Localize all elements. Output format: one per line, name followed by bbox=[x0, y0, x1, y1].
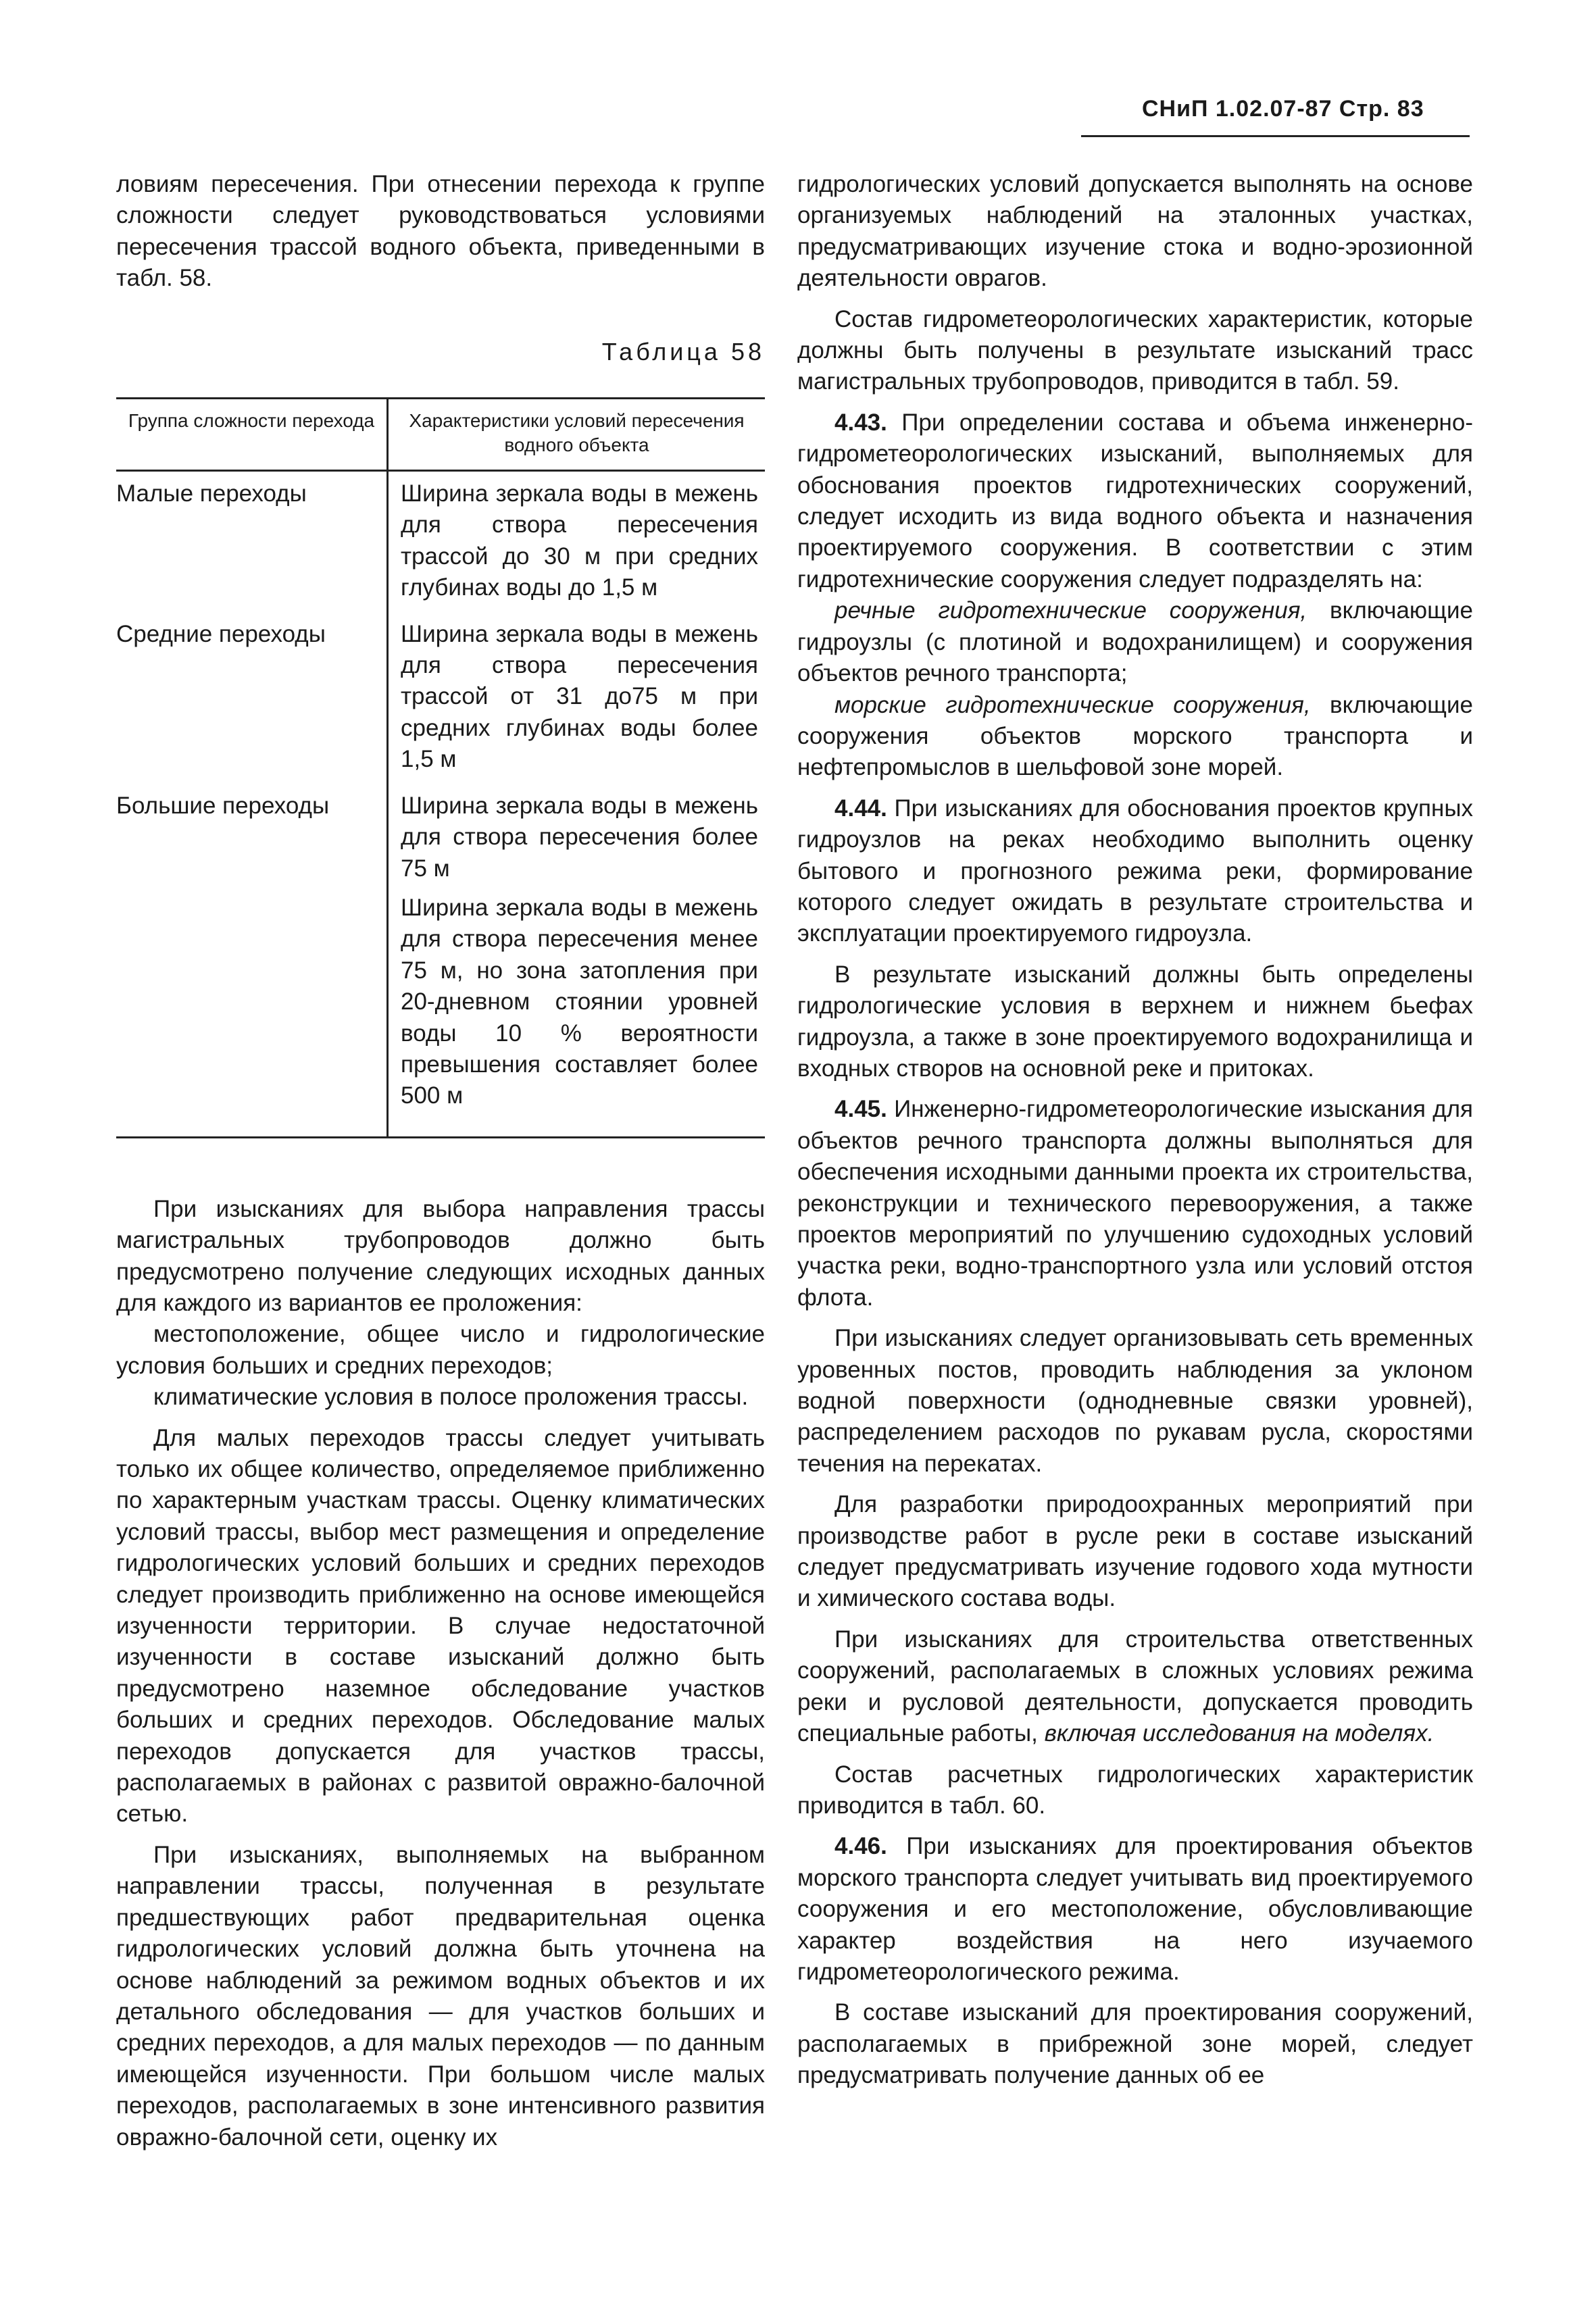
section-text: При изысканиях для обоснования проектов крупных гидроузлов на реках необходимо выполнить оценку бытового и прогнозного режима реки, формирование которого следует ожидать в результате строительства и эксплуатации проектируемого гидроузла. bbox=[797, 795, 1473, 947]
table-58 bbox=[116, 397, 765, 1138]
paragraph: В результате изысканий должны быть определены гидрологические условия в верхнем и нижнем бьефах гидроузла, а также в зоне проектируемого водохранилища и входных створов на основной реке и притоках. bbox=[797, 961, 1473, 1082]
table-row bbox=[116, 784, 765, 1138]
table-header-characteristics: Характеристики условий пересечения водного объекта bbox=[388, 399, 766, 471]
table-cell-desc bbox=[388, 612, 766, 784]
paragraph: Состав гидрометеорологических характеристик, которые должны быть получены в результате изысканий трасс магистральных трубопроводов, приводится в табл. 59. bbox=[797, 305, 1473, 395]
paragraph: При изысканиях, выполняемых на выбранном направлении трассы, полученная в результате предшествующих работ предварительная оценка гидрологических условий должна быть уточнена на основе наблюдений за режимом водных объектов и их детального обследования — для участков больших и средних переходов, а для малых переходов — по данным имеющейся изученности. При большом числе малых переходов, располагаемых в зоне интенсивного развития овражно-балочной сети, оценку их bbox=[116, 1841, 765, 2150]
list-term: речные гидротехнические сооружения, bbox=[834, 597, 1307, 624]
paragraph-italic: включая исследования на моделях. bbox=[1044, 1720, 1435, 1747]
table-header-group: Группа сложности перехода bbox=[116, 399, 388, 471]
table-caption: Таблица 58 bbox=[601, 337, 765, 366]
table-header-row bbox=[116, 399, 765, 471]
paragraph: Для малых переходов трассы следует учитывать только их общее количество, определяемое приближенно по характерным участкам трассы. Оценку климатических условий трассы, выбор мест размещения и определение гидрологических условий больших и средних переходов следует производить приближенно на основе имеющейся изученности территории. В случае недостаточной изученности в составе изысканий должно быть предусмотрено наземное обследование участков больших и средних переходов. Обследование малых переходов допускается для участков трассы, располагаемых в районах с развитой овражно-балочной сетью. bbox=[116, 1424, 765, 1828]
paragraph: При изысканиях следует организовывать сеть временных уровенных постов, проводить наблюдения за уклоном водной поверхности (однодневные связки уровней), распределением расходов по рукавам русла, скоростями течения на перекатах. bbox=[797, 1325, 1473, 1477]
section-text: При изысканиях для проектирования объектов морского транспорта следует учитывать вид проектируемого сооружения и его местоположение, обусловливающие характер воздействия на него изучаемого гидрометеорологического режима. bbox=[797, 1833, 1473, 1985]
table-cell-group: Средние переходы bbox=[116, 620, 326, 647]
section-text: При определении состава и объема инженерно-гидрометеорологических изысканий, выполняемых для обоснования проектов гидротехнических сооружений, следует исходить из вида водного объекта и назначения проектируемого сооружения. В соответствии с этим гидротехнические сооружения следует подразделять на: bbox=[797, 409, 1473, 593]
table-cell-group: Большие переходы bbox=[116, 784, 388, 1138]
table-cell-group: Малые переходы bbox=[116, 480, 307, 507]
left-body bbox=[116, 1194, 765, 2153]
right-column bbox=[797, 169, 1473, 2092]
page-header: СНиП 1.02.07-87 Стр. 83 bbox=[1142, 96, 1424, 122]
paragraph: местоположение, общее число и гидрологические условия больших и средних переходов; bbox=[116, 1321, 765, 1379]
list-item bbox=[797, 690, 1473, 784]
section-4-43 bbox=[797, 407, 1473, 595]
desc-text: Ширина зеркала воды в межень для створа пересечения трассой до 30 м при средних глубинах воды до 1,5 м bbox=[401, 480, 758, 601]
paragraph: Состав расчетных гидрологических характеристик приводится в табл. 60. bbox=[797, 1761, 1473, 1819]
paragraph: климатические условия в полосе проложения трассы. bbox=[153, 1384, 749, 1411]
paragraph: В составе изысканий для проектирования сооружений, располагаемых в прибрежной зоне морей, следует предусматривать получение данных об ее bbox=[797, 1999, 1473, 2089]
header-rule bbox=[1081, 135, 1470, 137]
section-number: 4.45. bbox=[834, 1096, 887, 1123]
paragraph-text: При изысканиях для строительства ответственных сооружений, располагаемых в сложных условиях режима реки и русловой деятельности, допускается проводить специальные работы, bbox=[797, 1626, 1473, 1747]
section-number: 4.43. bbox=[834, 409, 887, 436]
paragraph bbox=[797, 1624, 1473, 1750]
desc-text: Ширина зеркала воды в межень для створа пересечения трассой от 31 до75 м при средних глубинах воды более 1,5 м bbox=[401, 620, 758, 773]
list-term: морские гидротехнические сооружения, bbox=[834, 691, 1311, 718]
section-4-45 bbox=[797, 1094, 1473, 1313]
table-row bbox=[116, 471, 765, 612]
section-4-44 bbox=[797, 793, 1473, 950]
left-column bbox=[116, 169, 765, 2153]
section-number: 4.44. bbox=[834, 795, 887, 822]
table-cell-desc bbox=[388, 784, 766, 1138]
desc-text: Ширина зеркала воды в межень для створа пересечения менее 75 м, но зона затопления при 20-дневном стоянии уровней воды 10 % вероятности превышения составляет более 500 м bbox=[401, 894, 758, 1109]
section-4-46 bbox=[797, 1831, 1473, 1988]
table-row bbox=[116, 612, 765, 784]
table-cell-desc bbox=[388, 471, 766, 612]
section-number: 4.46. bbox=[834, 1833, 887, 1860]
paragraph: При изысканиях для выбора направления трассы магистральных трубопроводов должно быть предусмотрено получение следующих исходных данных для каждого из вариантов ее проложения: bbox=[116, 1195, 765, 1316]
paragraph: гидрологических условий допускается выполнять на основе организуемых наблюдений на эталонных участках, предусматривающих изучение стока и водно-эрозионной деятельности оврагов. bbox=[797, 171, 1473, 292]
list-item bbox=[797, 595, 1473, 689]
list-text: включающие сооружения объектов морского транспорта и нефтепромыслов в шельфовой зоне морей. bbox=[797, 691, 1473, 781]
paragraph: Для разработки природоохранных мероприятий при производстве работ в русле реки в составе изысканий следует предусматривать изучение годового хода мутности и химического состава воды. bbox=[797, 1491, 1473, 1612]
section-text: Инженерно-гидрометеорологические изыскания для объектов речного транспорта должны выполняться для обеспечения исходными данными проекта их строительства, реконструкции и технического перевооружения, а также проектов мероприятий по улучшению судоходных условий участка реки, водно-транспортного узла или условий отстоя флота. bbox=[797, 1096, 1473, 1311]
left-intro-paragraph: ловиям пересечения. При отнесении перехода к группе сложности следует руководствоваться условиями пересечения трассой водного объекта, приведенными в табл. 58. bbox=[116, 171, 765, 292]
desc-text: Ширина зеркала воды в межень для створа пересечения более 75 м bbox=[401, 792, 758, 882]
list-text: включающие гидроузлы (с плотиной и водохранилищем) и сооружения объектов речного транспорта; bbox=[797, 597, 1473, 687]
